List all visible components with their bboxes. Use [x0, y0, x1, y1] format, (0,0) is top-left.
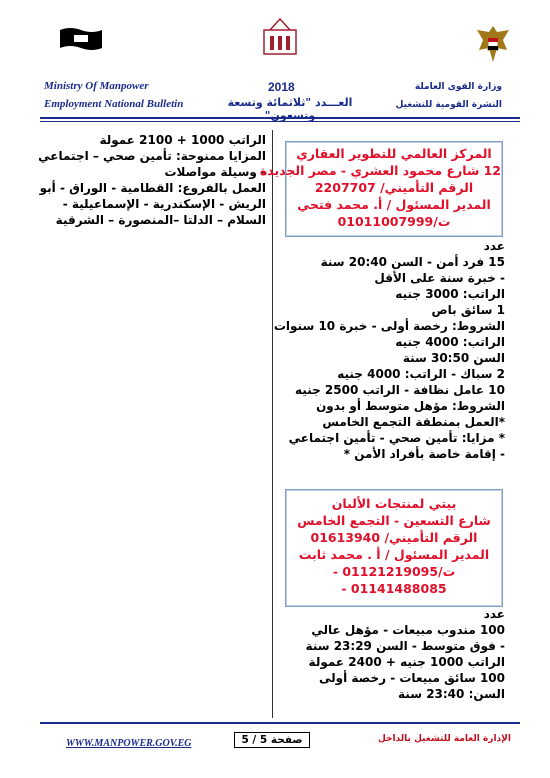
job-line: 10 عامل نظافة - الراتب 2500 جنيه: [295, 383, 505, 397]
left-line: الراتب 1000 + 2100 عمولة: [99, 133, 266, 147]
job-line: عدد: [483, 239, 505, 253]
bulletin-name-en: Employment National Bulletin: [44, 98, 184, 110]
website-link[interactable]: WWW.MANPOWER.GOV.EG: [66, 738, 192, 749]
job-line: * مزايا: تأمين صحي - تأمين اجتماعي: [288, 431, 505, 445]
department-name: الإدارة العامة للتشغيل بالداخل: [378, 734, 511, 744]
egypt-eagle-icon: [474, 24, 512, 64]
job-line: 15 فرد أمن - السن 20:40 سنة: [320, 255, 505, 269]
left-line: السلام – الدلتا –المنصورة – الشرقية: [55, 213, 266, 227]
job-line: الراتب 1000 جنيه + 2400 عمولة: [308, 655, 505, 669]
job-line: - خبرة سنة على الأقل: [374, 271, 505, 285]
job-line: *العمل بمنطقة التجمع الخامس: [322, 415, 505, 429]
job-line: السن 30:50 سنة: [402, 351, 505, 365]
bulletin-year: 2018: [268, 80, 295, 94]
issue-number: العـــدد "ثلاثمائة وتسعة وتسعون": [227, 96, 353, 122]
job-line: الراتب: 4000 جنيه: [395, 335, 505, 349]
header-divider: [40, 117, 520, 119]
jobs-list-2: [265, 606, 505, 702]
ministry-name-ar: وزارة القوى العاملة: [414, 82, 502, 92]
company-phone: ت/01121219095 -: [332, 564, 456, 579]
job-line: السن: 23:40 سنة: [398, 687, 505, 701]
left-column-text: [38, 132, 266, 228]
company-phone: 01141488085 -: [341, 581, 447, 596]
header-divider-thin: [40, 121, 520, 122]
company-address: شارع التسعين - التجمع الخامس: [297, 513, 491, 528]
company-manager: المدير المسئول / أ. محمد فتحي: [297, 197, 491, 212]
footer-divider: [40, 722, 520, 724]
job-line: عدد: [483, 607, 505, 621]
company-address: 12 شارع محمود العشري - مصر الجديدة: [259, 163, 501, 178]
company-insurance: الرقم التأميني/ 2207707: [314, 180, 474, 195]
left-line: - وسيلة مواصلات: [164, 165, 266, 179]
company-insurance: الرقم التأميني/ 01613940: [310, 530, 478, 545]
ministry-name-en: Ministry Of Manpower: [44, 80, 149, 92]
job-line: 1 سائق باص: [431, 303, 505, 317]
left-line: المزايا ممنوحة: تأمين صحي – اجتماعي: [38, 149, 266, 163]
company-name: المركز العالمي للتطوير العقاري: [296, 146, 492, 161]
left-line: العمل بالفروع: القطامية - الوراق - أبو: [39, 181, 266, 195]
job-line: الشروط: رخصة أولى - خبرة 10 سنوات: [273, 319, 505, 333]
company-phone: ت/01011007999: [337, 214, 451, 229]
flag-logo-icon: [58, 26, 104, 52]
jobs-list-1: [265, 238, 505, 462]
ministry-emblem-icon: [262, 16, 298, 56]
job-line: 100 سائق مبيعات - رخصة أولى: [318, 671, 505, 685]
job-line: الراتب: 3000 جنيه: [395, 287, 505, 301]
left-line: الريش - الإسكندرية - الإسماعيلية -: [62, 197, 266, 211]
job-line: - فوق متوسط - السن 23:29 سنة: [305, 639, 505, 653]
job-line: 2 سباك - الراتب: 4000 جنيه: [337, 367, 505, 381]
bulletin-name-ar: النشرة القومية للتشغيل: [395, 100, 502, 110]
company-name: بيتي لمنتجات الألبان: [331, 496, 457, 511]
page-number: صفحة 5 / 5: [234, 732, 310, 748]
job-line: - إقامة خاصة بأفراد الأمن *: [343, 447, 505, 461]
company-box-2: [286, 490, 502, 606]
company-box-1: [259, 142, 502, 236]
job-line: 100 مندوب مبيعات - مؤهل عالي: [311, 623, 505, 637]
company-manager: المدير المسئول / أ . محمد ثابت: [298, 547, 490, 562]
job-line: الشروط: مؤهل متوسط أو بدون: [316, 399, 505, 413]
